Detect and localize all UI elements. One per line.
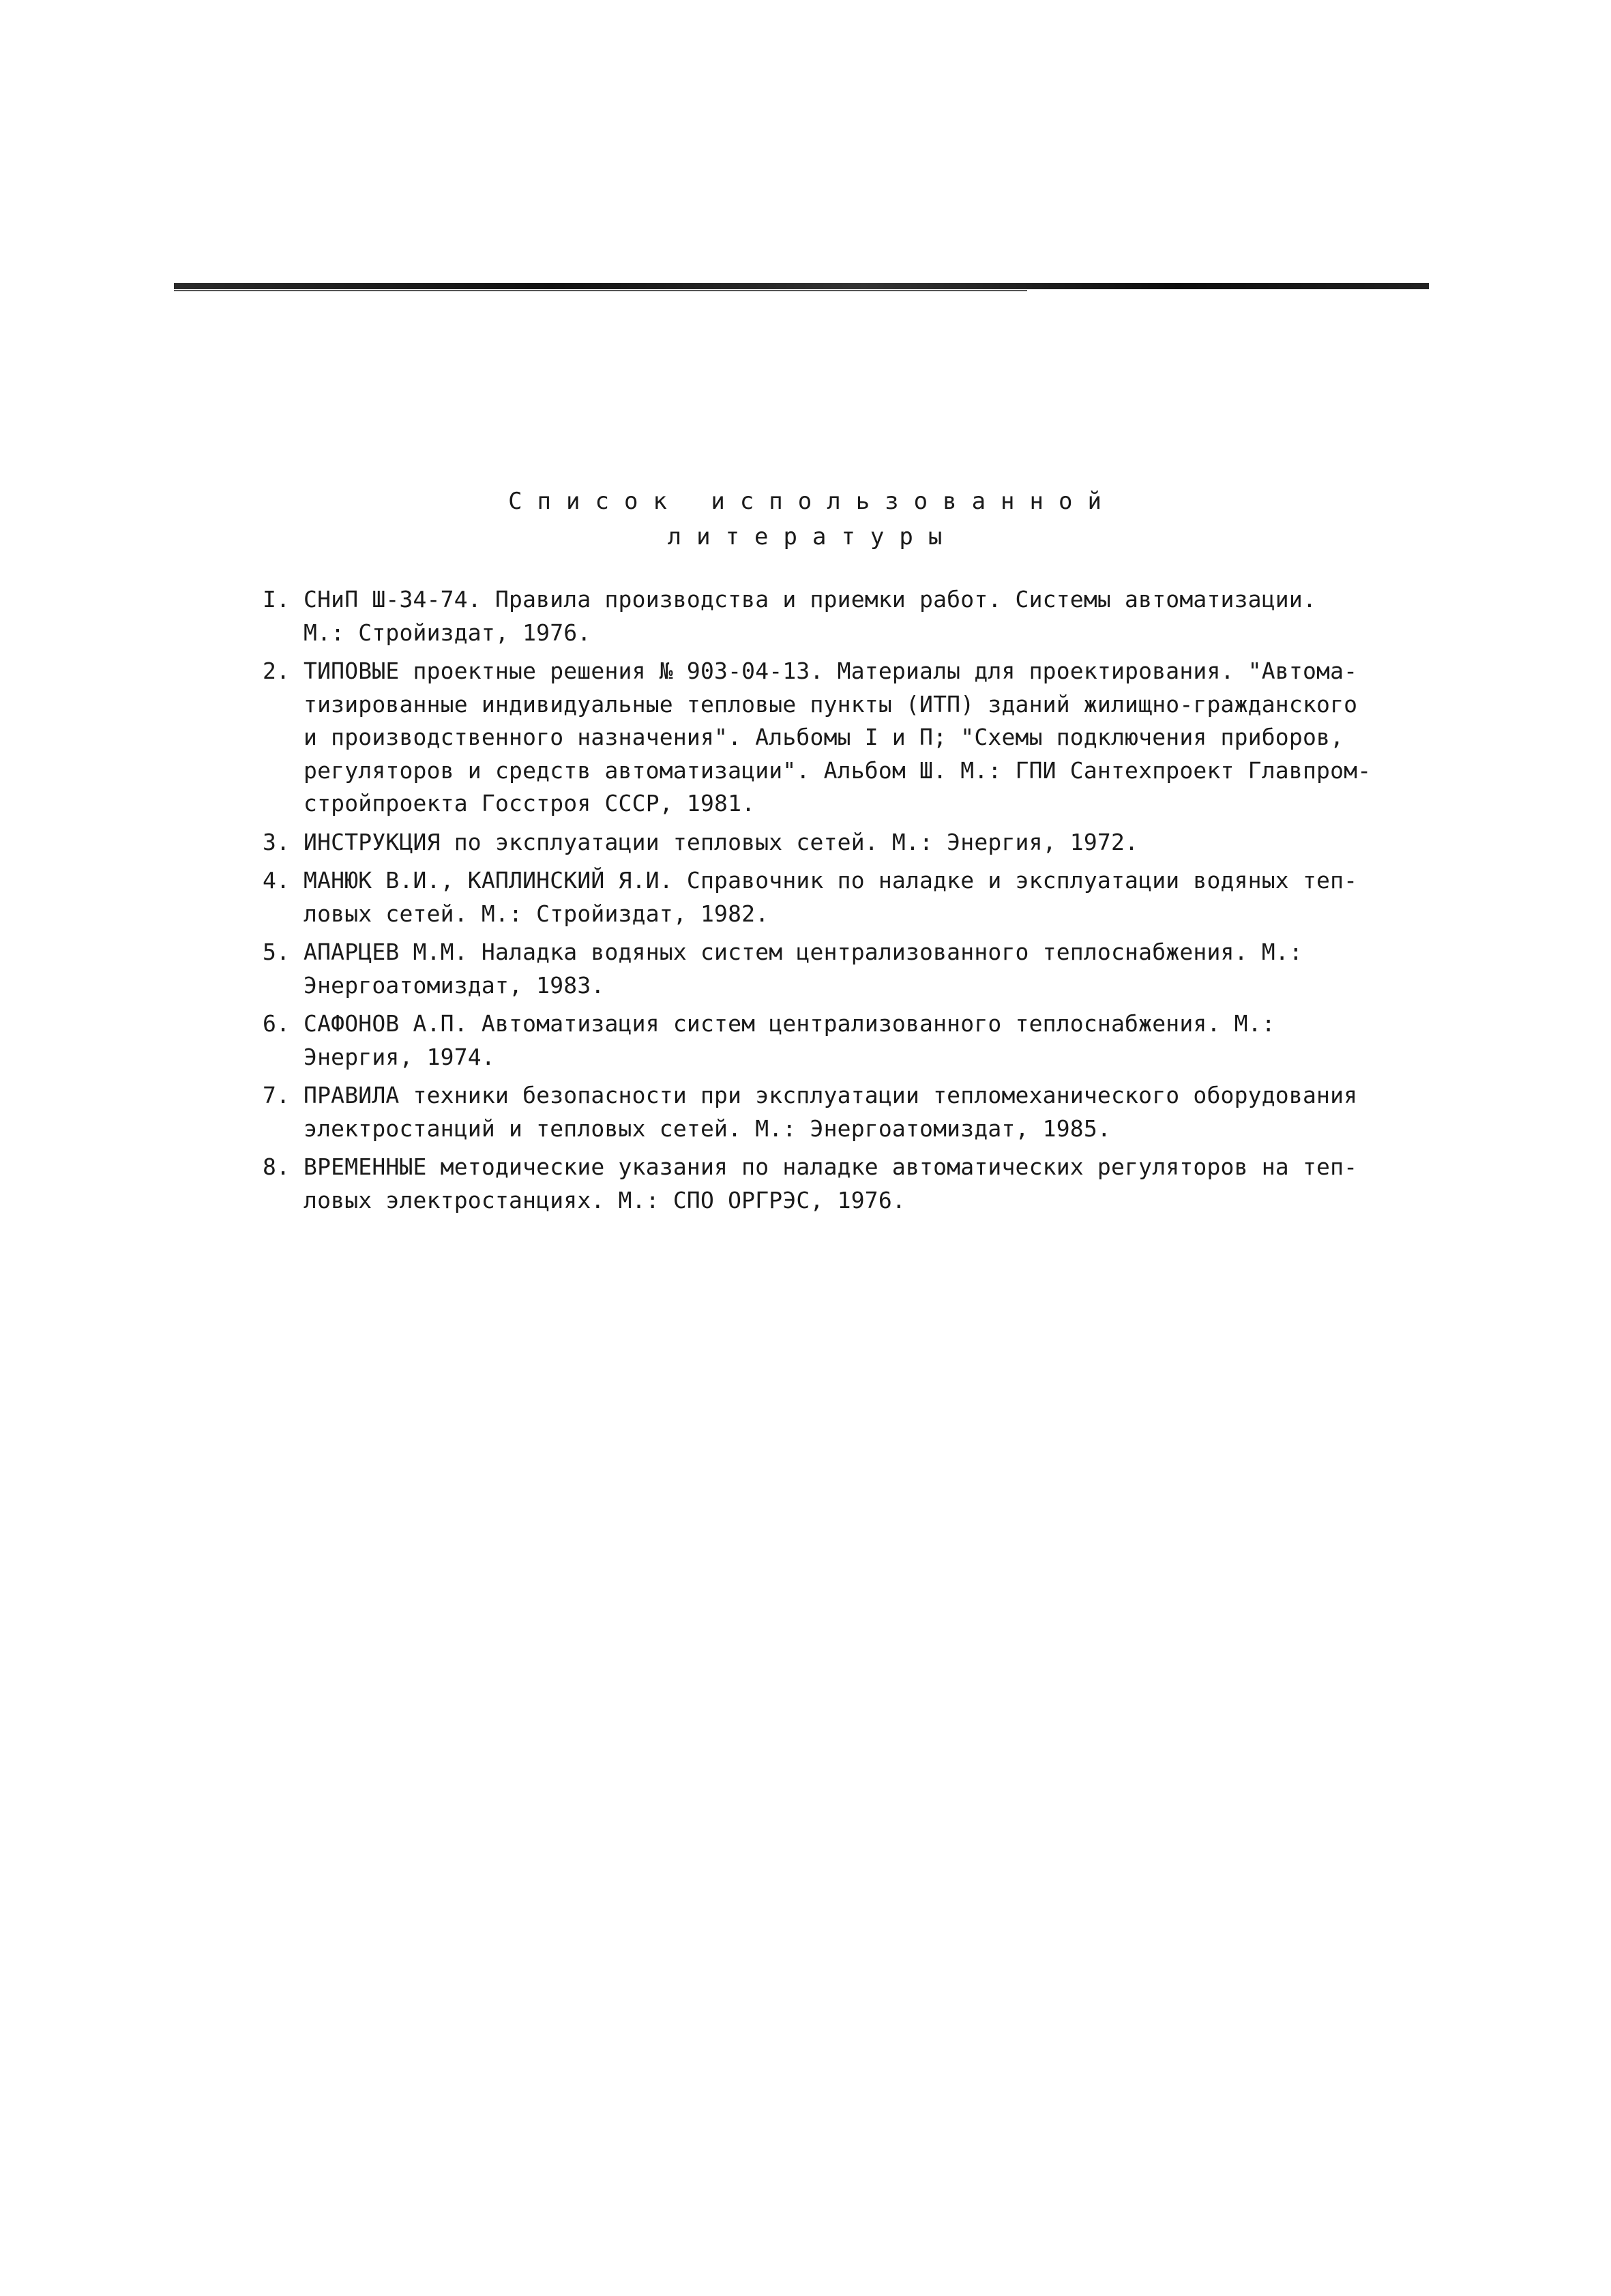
reference-text-line: электростанций и тепловых сетей. М.: Энергоатомиздат, 1985. [304,1115,1111,1142]
reference-text-line: ловых электростанциях. М.: СПО ОРГРЭС, 1976. [304,1186,906,1213]
reference-number: 8. [263,1153,291,1180]
reference-text-line: Энергоатомиздат, 1983. [304,971,605,999]
page-title-line-1: Список использованной [508,488,1117,515]
reference-number: 2. [263,658,291,684]
reference-number: 7. [263,1082,291,1108]
reference-list [263,583,1372,1222]
reference-item [263,864,1368,930]
top-rule [174,281,1429,292]
reference-text-line: ВРЕМЕННЫЕ методические указания по наладке автоматических регуляторов на теп- [304,1153,1358,1180]
reference-item [263,583,1368,649]
reference-text-line: М.: Стройиздат, 1976. [304,619,591,646]
reference-number: I. [263,586,291,613]
reference-text-line: стройпроекта Госстроя СССР, 1981. [304,790,756,816]
reference-text-line: СНиП Ш-34-74. Правила производства и приемки работ. Системы автоматизации. [304,586,1317,613]
reference-item [263,826,1368,859]
reference-text-line: регуляторов и средств автоматизации". Альбом Ш. М.: ГПИ Сантехпроект Главпром- [304,756,1372,784]
reference-text-line: ловых сетей. М.: Стройиздат, 1982. [304,900,769,927]
reference-number: 5. [263,939,291,965]
reference-text-line: САФОНОВ А.П. Автоматизация систем централизованного теплоснабжения. М.: [304,1010,1275,1037]
reference-text-line: ИНСТРУКЦИЯ по эксплуатации тепловых сетей. М.: Энергия, 1972. [304,828,1139,855]
top-rule-thick [174,283,1429,289]
reference-text-line: МАНЮК В.И., КАПЛИНСКИЙ Я.И. Справочник по наладке и эксплуатации водяных теп- [304,867,1358,894]
reference-text-line: ТИПОВЫЕ проектные решения № 903-04-13. Материалы для проектирования. "Автома- [304,658,1358,684]
top-rule-thin [174,290,1027,291]
page-title-line-2: литературы [667,523,958,550]
reference-item [263,655,1372,821]
reference-item [263,1151,1368,1217]
reference-text-line: и производственного назначения". Альбомы I и П; "Схемы подключения приборов, [304,724,1344,750]
reference-text-line: АПАРЦЕВ М.М. Наладка водяных систем централизованного теплоснабжения. М.: [304,939,1303,965]
reference-number: 6. [263,1010,291,1037]
reference-text-line: Энергия, 1974. [304,1043,495,1070]
reference-text-line: ПРАВИЛА техники безопасности при эксплуатации тепломеханического оборудования [304,1082,1358,1108]
reference-item [263,1079,1368,1145]
reference-text-line: тизированные индивидуальные тепловые пункты (ИТП) зданий жилищно-гражданского [304,690,1358,718]
reference-item [263,936,1368,1002]
reference-item [263,1007,1368,1074]
reference-number: 3. [263,828,291,855]
reference-number: 4. [263,867,291,894]
